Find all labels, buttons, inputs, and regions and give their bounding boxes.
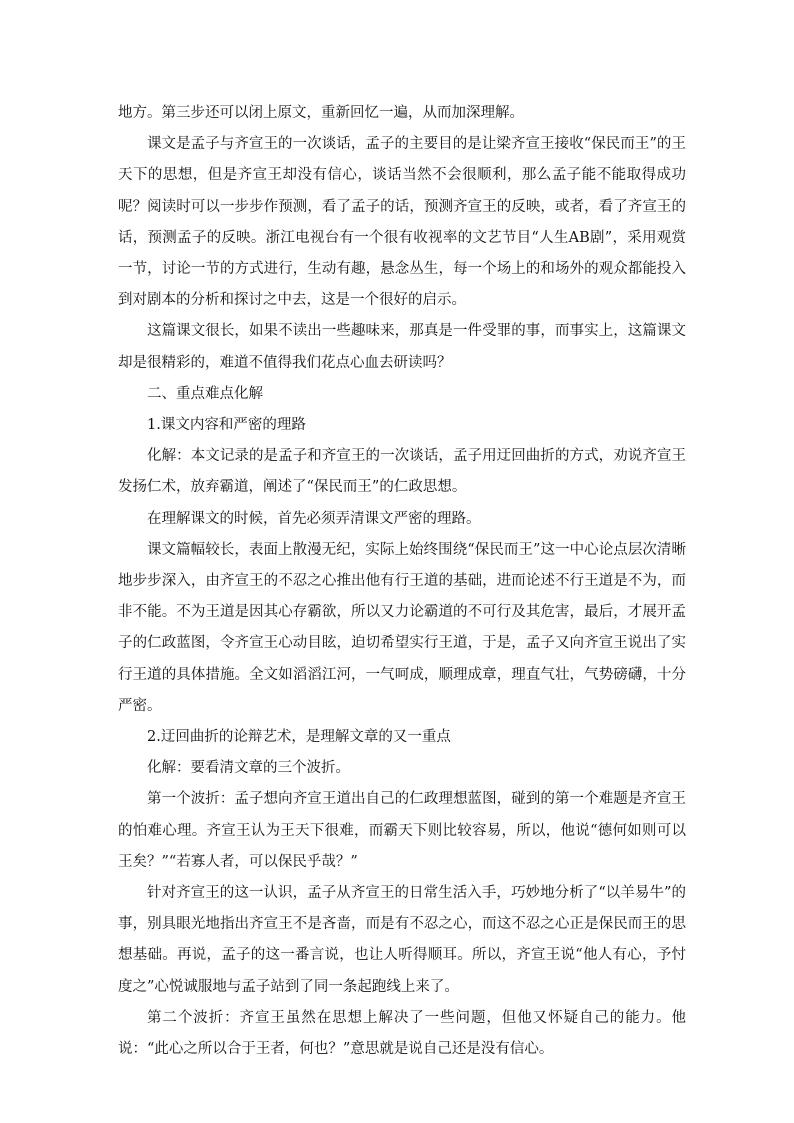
subheading-debate-art: 2.迂回曲折的论辩艺术，是理解文章的又一重点 [147,729,451,746]
paragraph-first-twist-response: 针对齐宣王的这一认识，孟子从齐宣王的日常生活入手，巧妙地分析了“以羊易牛”的事，别具眼光地指出齐宣王不是吝啬，而是有不忍之心，而这不忍之心正是保民而王的思想基础。再说，孟子的这一番言说，也让人听得顺耳。所以，齐宣王说“他人有心，予忖度之”心悦诚服地与孟子站到了同一条起跑线上来了。 [118,885,686,995]
paragraph-first-twist: 第一个波折：孟子想向齐宣王道出自己的仁政理想蓝图，碰到的第一个难题是齐宣王的怕难心理。齐宣王认为王天下很难，而霸天下则比较容易，所以，他说“德何如则可以王矣？”“若寡人者，可以保民乎哉？” [118,791,686,870]
paragraph-structure-analysis: 课文篇幅较长，表面上散漫无纪，实际上始终围绕“保民而王”这一中心论点层次清晰地步步深入，由齐宣王的不忍之心推出他有行王道的基础，进而论述不行王道是不为，而非不能。不为王道是因其心存霸欲，所以又力论霸道的不可行及其危害，最后，才展开孟子的仁政蓝图，令齐宣王心动目眩，迫切希望实行王道，于是，孟子又向齐宣王说出了实行王道的具体措施。全文如滔滔江河，一气呵成，顺理成章，理直气壮，气势磅礴，十分严密。 [118,541,686,714]
paragraph-resolution-1: 化解：本文记录的是孟子和齐宣王的一次谈话，孟子用迂回曲折的方式，劝说齐宣王发扬仁术，放弃霸道，阐述了“保民而王”的仁政思想。 [118,448,686,496]
paragraph-reading-interest: 这篇课文很长，如果不读出一些趣味来，那真是一件受罪的事，而事实上，这篇课文却是很精彩的，难道不值得我们花点心血去研读吗？ [118,323,686,371]
paragraph-resolution-2: 化解：要看清文章的三个波折。 [147,760,350,777]
subheading-content-logic: 1.课文内容和严密的理路 [147,417,306,434]
paragraph-step-three: 地方。第三步还可以闭上原文，重新回忆一遍，从而加深理解。 [118,105,524,121]
paragraph-understanding: 在理解课文的时候，首先必须弄清课文严密的理路。 [147,510,481,527]
section-heading-key-points: 二、重点难点化解 [147,385,263,402]
paragraph-lesson-intro: 课文是孟子与齐宣王的一次谈话，孟子的主要目的是让梁齐宣王接收“保民而王”的王天下的思想，但是齐宣王却没有信心，谈话当然不会很顺利，那么孟子能不能取得成功呢？阅读时可以一步步作预测，看了孟子的话，预测齐宣王的反映，或者，看了齐宣王的话，预测孟子的反映。浙江电视台有一个很有收视率的文艺节目“人生AB剧”，采用观赏一节，讨论一节的方式进行，生动有趣，悬念丛生，每一个场上的和场外的观众都能投入到对剧本的分析和探讨之中去，这是一个很好的启示。 [118,136,686,309]
paragraph-second-twist: 第二个波折：齐宣王虽然在思想上解决了一些问题，但他又怀疑自己的能力。他说：“此心之所以合于王者，何也？”意思就是说自己还是没有信心。 [118,1009,686,1058]
document-body [118,98,686,1065]
